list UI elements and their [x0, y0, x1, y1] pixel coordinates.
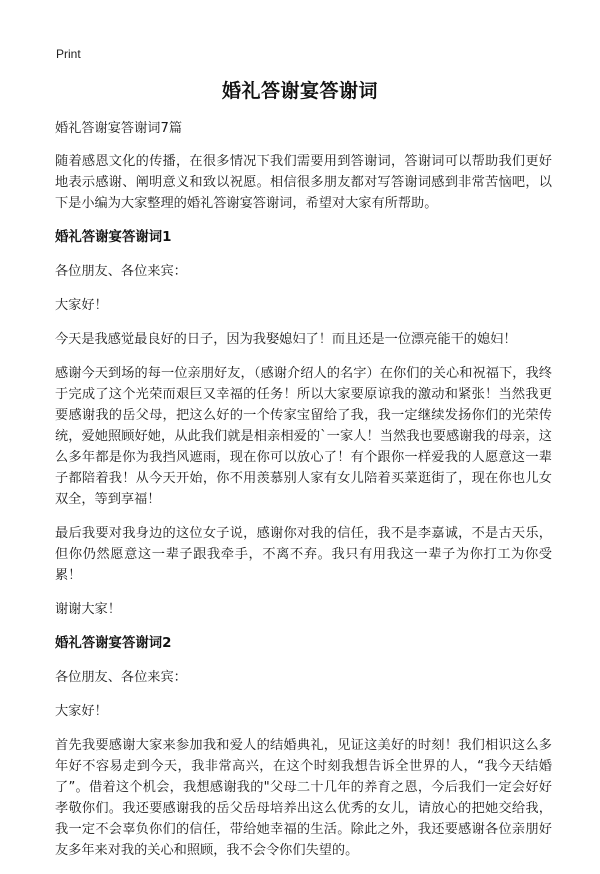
paragraph: 各位朋友、各位来宾：: [55, 264, 187, 279]
paragraph: 大家好！: [55, 298, 108, 313]
paragraph: 谢谢大家！: [55, 602, 121, 617]
print-link[interactable]: Print: [56, 47, 81, 61]
section-heading-1: 婚礼答谢宴答谢词1: [55, 230, 172, 245]
page-title: 婚礼答谢宴答谢词: [221, 80, 378, 102]
section-heading-2: 婚礼答谢宴答谢词2: [55, 636, 172, 651]
intro-paragraph: 随着感恩文化的传播，在很多情况下我们需要用到答谢词，答谢词可以帮助我们更好地表示感谢、阐明意义和致以祝愿。相信很多朋友都对写答谢词感到非常苦恼吧，以下是小编为大家整理的婚礼答谢宴答谢词，希望对大家有所帮助。: [55, 154, 552, 211]
paragraph: 最后我要对我身边的这位女子说，感谢你对我的信任，我不是李嘉诚，不是古天乐，但你仍然愿意这一辈子跟我牵手，不离不弃。我只有用我这一辈子为你打工为你受累！: [55, 526, 552, 583]
paragraph: 感谢今天到场的每一位亲朋好友，（感谢介绍人的名字）在你们的关心和祝福下，我终于完成了这个光荣而艰巨又幸福的任务！所以大家要原谅我的激动和紧张！当然我更要感谢我的岳父母，把这么好的一个传家宝留给了我，我一定继续发扬你们的光荣传统，爱她照顾好她，从此我们就是相亲相爱的`一家人！当然我也要感谢我的母亲，这么多年都是你为我挡风遮雨，现在你可以放心了！有个跟你一样爱我的人愿意这一辈子都陪着我！从今天开始，你不用羡慕别人家有女儿陪着买菜逛街了，现在你也儿女双全，等到享福！: [55, 366, 552, 507]
article-subtitle: 婚礼答谢宴答谢词7篇: [55, 121, 183, 136]
paragraph: 各位朋友、各位来宾：: [55, 670, 187, 685]
paragraph: 首先我要感谢大家来参加我和爱人的结婚典礼，见证这美好的时刻！我们相识这么多年好不容易走到今天，我非常高兴，在这个时刻我想告诉全世界的人，“我今天结婚了”。借着这个机会，我想感谢我的"父母二十几年的养育之恩，今后我们一定会好好孝敬你们。我还要感谢我的岳父岳母培养出这么优秀的女儿，请放心的把她交给我，我一定不会辜负你们的信任，带给她幸福的生活。除此之外，我还要感谢各位亲朋好友多年来对我的关心和照顾，我不会令你们失望的。: [55, 738, 552, 858]
paragraph: 今天是我感觉最良好的日子，因为我娶媳妇了！而且还是一位漂亮能干的媳妇！: [55, 332, 517, 347]
article-body: [55, 118, 552, 874]
paragraph: 大家好！: [55, 704, 108, 719]
